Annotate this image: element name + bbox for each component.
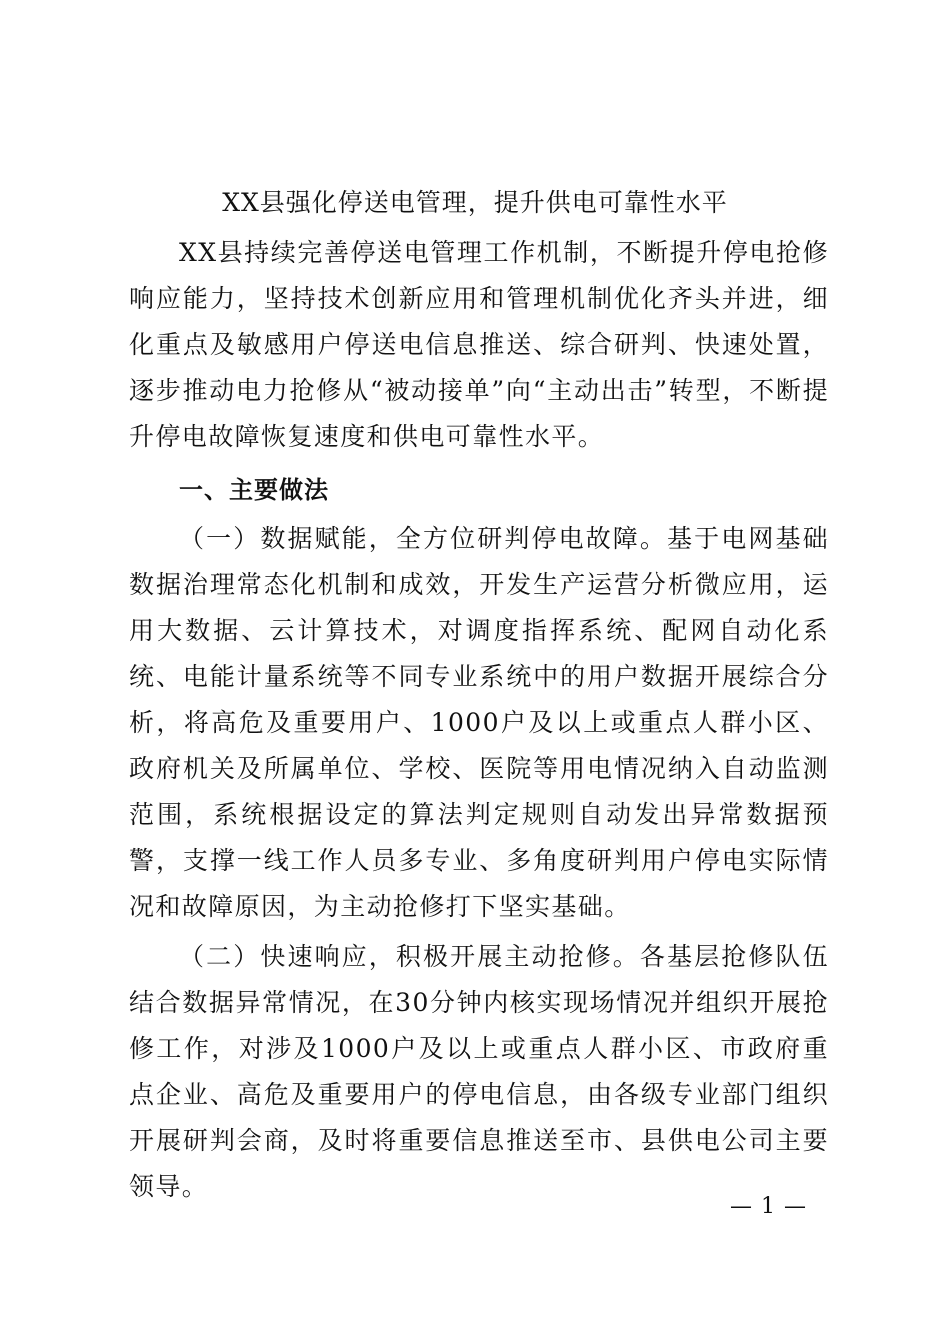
item-2-paragraph: （二）快速响应，积极开展主动抢修。各基层抢修队伍结合数据异常情况，在30分钟内核实现场情况并组织开展抢修工作，对涉及1000户及以上或重点人群小区、市政府重点企业、高危及重要用户的停电信息，由各级专业部门组织开展研判会商，及时将重要信息推送至市、县供电公司主要领导。 [129,942,829,1201]
section-heading-main-practices: 一、主要做法 [179,476,329,504]
document-body [129,230,829,1210]
item-1-paragraph: （一）数据赋能，全方位研判停电故障。基于电网基础数据治理常态化机制和成效，开发生产运营分析微应用，运用大数据、云计算技术，对调度指挥系统、配网自动化系统、电能计量系统等不同专业系统中的用户数据开展综合分析，将高危及重要用户、1000户及以上或重点人群小区、政府机关及所属单位、学校、医院等用电情况纳入自动监测范围，系统根据设定的算法判定规则自动发出异常数据预警，支撑一线工作人员多专业、多角度研判用户停电实际情况和故障原因，为主动抢修打下坚实基础。 [129,524,829,921]
intro-paragraph: XX县持续完善停送电管理工作机制，不断提升停电抢修响应能力，坚持技术创新应用和管理机制优化齐头并进，细化重点及敏感用户停送电信息推送、综合研判、快速处置，逐步推动电力抢修从“被动接单”向“主动出击”转型，不断提升停电故障恢复速度和供电可靠性水平。 [129,238,829,451]
page-number: — 1 — [730,1194,807,1219]
document-title: XX县强化停送电管理，提升供电可靠性水平 [222,188,728,217]
